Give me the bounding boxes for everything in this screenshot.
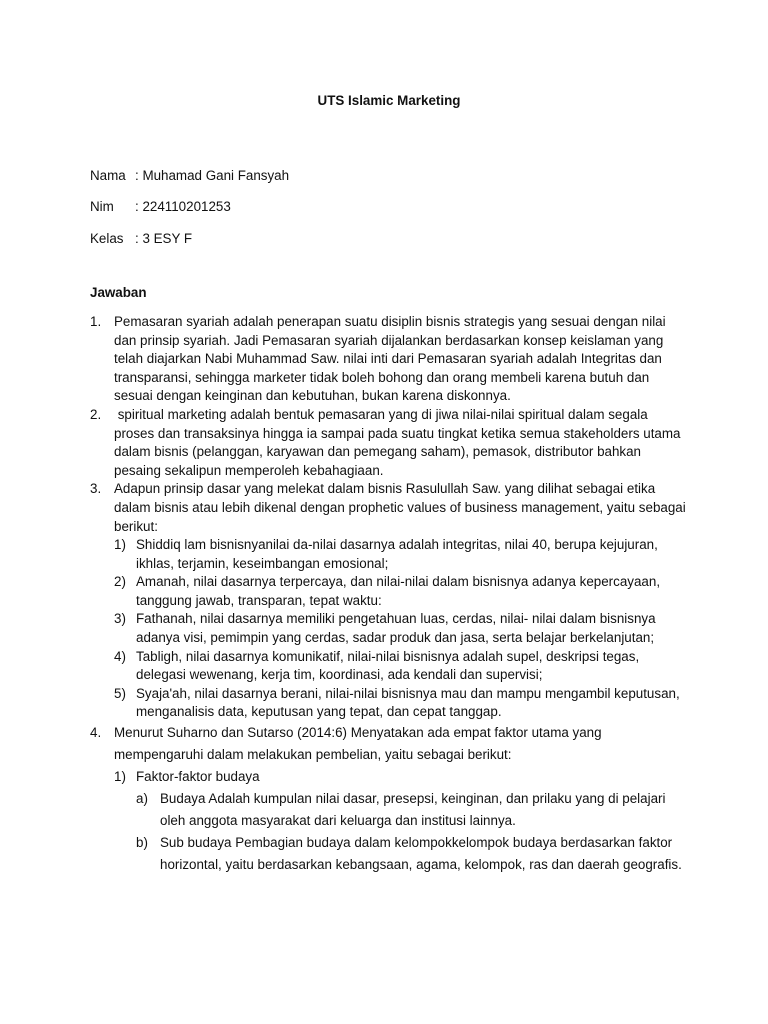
identity-label: Kelas <box>90 230 124 246</box>
principle-text: Fathanah, nilai dasarnya memiliki pengetahuan luas, cerdas, nilai- nilai dalam bisnisnya adanya visi, pemimpin yang cerdas, sadar produk dan jasa, serta belajar berkelanjutan; <box>136 611 656 646</box>
answer-item <box>90 406 688 480</box>
list-marker: 4) <box>114 648 126 664</box>
culture-list <box>136 788 688 876</box>
list-marker: 1) <box>114 537 126 553</box>
identity-row-kelas <box>90 230 688 249</box>
principle-item <box>114 648 688 685</box>
identity-label: Nama <box>90 167 126 183</box>
factor-body <box>136 766 688 876</box>
answer-body <box>114 722 688 876</box>
identity-value: : 3 ESY F <box>135 230 193 246</box>
identity-row-nama <box>90 167 688 186</box>
culture-item <box>136 832 688 876</box>
list-marker: b) <box>136 835 148 851</box>
list-marker: 3) <box>114 611 126 627</box>
principle-text: Amanah, nilai dasarnya terpercaya, dan nilai-nilai dalam bisnisnya adanya kepercayaan, tanggung jawab, transparan, tepat waktu: <box>136 574 661 608</box>
principle-text: Tabligh, nilai dasarnya komunikatif, nilai-nilai bisnisnya adalah supel, deskripsi tegas, delegasi wewenang, kerja tim, koordinasi, ada kendali dan supervisi; <box>136 648 640 683</box>
list-marker: 3. <box>90 481 102 497</box>
answer-text: Menurut Suharno dan Sutarso (2014:6) Menyatakan ada empat faktor utama yang mempengaruhi dalam melakukan pembelian, yaitu sebagai berikut: <box>114 725 602 763</box>
principle-text: Shiddiq lam bisnisnyanilai da-nilai dasarnya adalah integritas, nilai 40, berupa kejujuran, ikhlas, terjamin, keseimbangan emosional; <box>136 537 658 571</box>
list-marker: 4. <box>90 725 102 741</box>
identity-value: : Muhamad Gani Fansyah <box>135 167 290 183</box>
principle-item <box>114 685 688 722</box>
principle-item <box>114 536 688 573</box>
principle-list <box>114 536 688 722</box>
answers-heading: Jawaban <box>90 285 147 301</box>
identity-block <box>90 167 688 249</box>
culture-text: Budaya Adalah kumpulan nilai dasar, presepsi, keinginan, dan prilaku yang di pelajari oleh anggota masyarakat dari keluarga dan institusi lainnya. <box>160 791 666 829</box>
list-marker: 2) <box>114 574 126 590</box>
answer-item <box>90 480 688 722</box>
answer-text: Adapun prinsip dasar yang melekat dalam bisnis Rasulullah Saw. yang dilihat sebagai etika dalam bisnis atau lebih dikenal dengan prophetic values of business management, yaitu sebagai berikut: <box>114 481 686 534</box>
identity-value: : 224110201253 <box>135 199 231 215</box>
document-title: UTS Islamic Marketing <box>317 93 461 108</box>
identity-label: Nim <box>90 199 114 215</box>
factor-text: Faktor-faktor budaya <box>136 769 260 785</box>
culture-item <box>136 788 688 832</box>
principle-item <box>114 610 688 647</box>
list-marker: a) <box>136 791 148 807</box>
answer-item <box>90 722 688 876</box>
answer-body <box>114 480 688 722</box>
factor-list <box>114 766 688 876</box>
principle-text: Syaja'ah, nilai dasarnya berani, nilai-nilai bisnisnya mau dan mampu mengambil keputusan, menganalisis data, keputusan yang tepat, dan cepat tanggap. <box>136 685 680 720</box>
list-marker: 1) <box>114 769 126 785</box>
list-marker: 2. <box>90 406 102 422</box>
factor-item <box>114 766 688 876</box>
answer-item <box>90 313 688 406</box>
identity-row-nim <box>90 198 688 217</box>
list-marker: 5) <box>114 685 126 701</box>
answer-text: spiritual marketing adalah bentuk pemasaran yang di jiwa nilai-nilai spiritual dalam segala proses dan transaksinya hingga ia sampai pada suatu tingkat ketika semua stakeholders utama dalam bisnis (pelanggan, karyawan dan pemegang saham), pemasok, distributor bahkan pesaing sekalipun memperoleh kebahagiaan. <box>114 406 685 478</box>
principle-item <box>114 573 688 610</box>
answers-list <box>90 313 688 876</box>
culture-text: Sub budaya Pembagian budaya dalam kelompokkelompok budaya berdasarkan faktor horizontal, yaitu berdasarkan kebangsaan, agama, kelompok, ras dan daerah geografis. <box>160 835 682 873</box>
answer-text: Pemasaran syariah adalah penerapan suatu disiplin bisnis strategis yang sesuai dengan nilai dan prinsip syariah. Jadi Pemasaran syariah dijalankan berdasarkan konsep keislaman yang telah diajarkan Nabi Muhammad Saw. nilai inti dari Pemasaran syariah adalah Integritas dan transparansi, sehingga marketer tidak boleh bohong dan orang membeli karena butuh dan sesuai dengan keinginan dan kebutuhan, bukan karena diskonnya. <box>114 313 666 404</box>
list-marker: 1. <box>90 313 102 329</box>
